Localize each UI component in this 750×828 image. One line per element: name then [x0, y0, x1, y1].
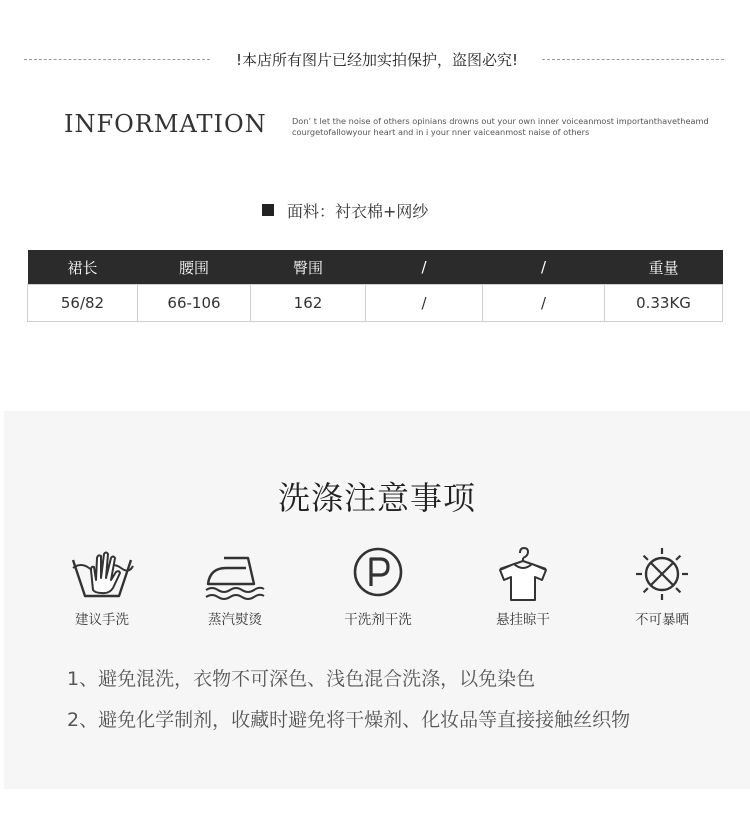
no-sun-icon	[629, 546, 695, 602]
header-weight: 重量	[605, 250, 723, 285]
hang-dry-icon	[490, 546, 556, 602]
cell-hip: 162	[251, 285, 366, 322]
square-bullet-icon	[262, 204, 274, 216]
fabric-text: 面料：衬衣棉+网纱	[287, 201, 429, 221]
care-label-hand-wash: 建议手洗	[75, 612, 129, 628]
information-heading: INFORMATION	[64, 110, 267, 138]
header-skirt-length: 裙长	[28, 250, 138, 285]
notice-divider-right	[542, 59, 724, 60]
hand-wash-icon	[69, 546, 135, 602]
header-blank-1: /	[366, 250, 483, 285]
cell-skirt-length: 56/82	[28, 285, 138, 322]
care-label-dry-clean: 干洗剂干洗	[344, 612, 412, 628]
care-item-hand-wash	[52, 546, 152, 628]
care-note-2: 2、避免化学制剂，收藏时避免将干燥剂、化妆品等直接接触丝织物	[67, 709, 631, 731]
steam-iron-icon	[202, 546, 268, 602]
dry-clean-p-icon	[345, 546, 411, 602]
care-item-no-sun	[612, 546, 712, 628]
care-label-hang-dry: 悬挂晾干	[496, 612, 550, 628]
notice-divider-left	[24, 59, 210, 60]
care-instructions-panel	[4, 411, 750, 789]
table-row	[28, 285, 723, 322]
care-item-steam-iron	[185, 546, 285, 628]
cell-blank-1: /	[366, 285, 483, 322]
care-label-steam-iron: 蒸汽熨烫	[208, 612, 262, 628]
information-subtitle: Don’ t let the noise of others opinians drowns out your own inner voiceanmost importanthavetheamd courgetofallowyour heart and in i your nner vaiceanmost naise of others	[292, 116, 709, 137]
copyright-notice: !本店所有图片已经加实拍保护，盗图必究!	[235, 51, 519, 69]
notice-row	[24, 46, 724, 72]
care-item-dry-clean	[328, 546, 428, 628]
table-header-row	[28, 250, 723, 285]
care-note-1: 1、避免混洗，衣物不可深色、浅色混合洗涤，以免染色	[67, 668, 536, 690]
care-title: 洗涤注意事项	[277, 479, 476, 517]
header-hip: 臀围	[251, 250, 366, 285]
care-label-no-sun: 不可暴晒	[635, 612, 689, 628]
size-spec-table	[27, 250, 723, 322]
header-waist: 腰围	[138, 250, 251, 285]
fabric-line	[262, 199, 428, 221]
cell-weight: 0.33KG	[605, 285, 723, 322]
header-blank-2: /	[483, 250, 605, 285]
care-item-hang-dry	[473, 546, 573, 628]
cell-blank-2: /	[483, 285, 605, 322]
cell-waist: 66-106	[138, 285, 251, 322]
